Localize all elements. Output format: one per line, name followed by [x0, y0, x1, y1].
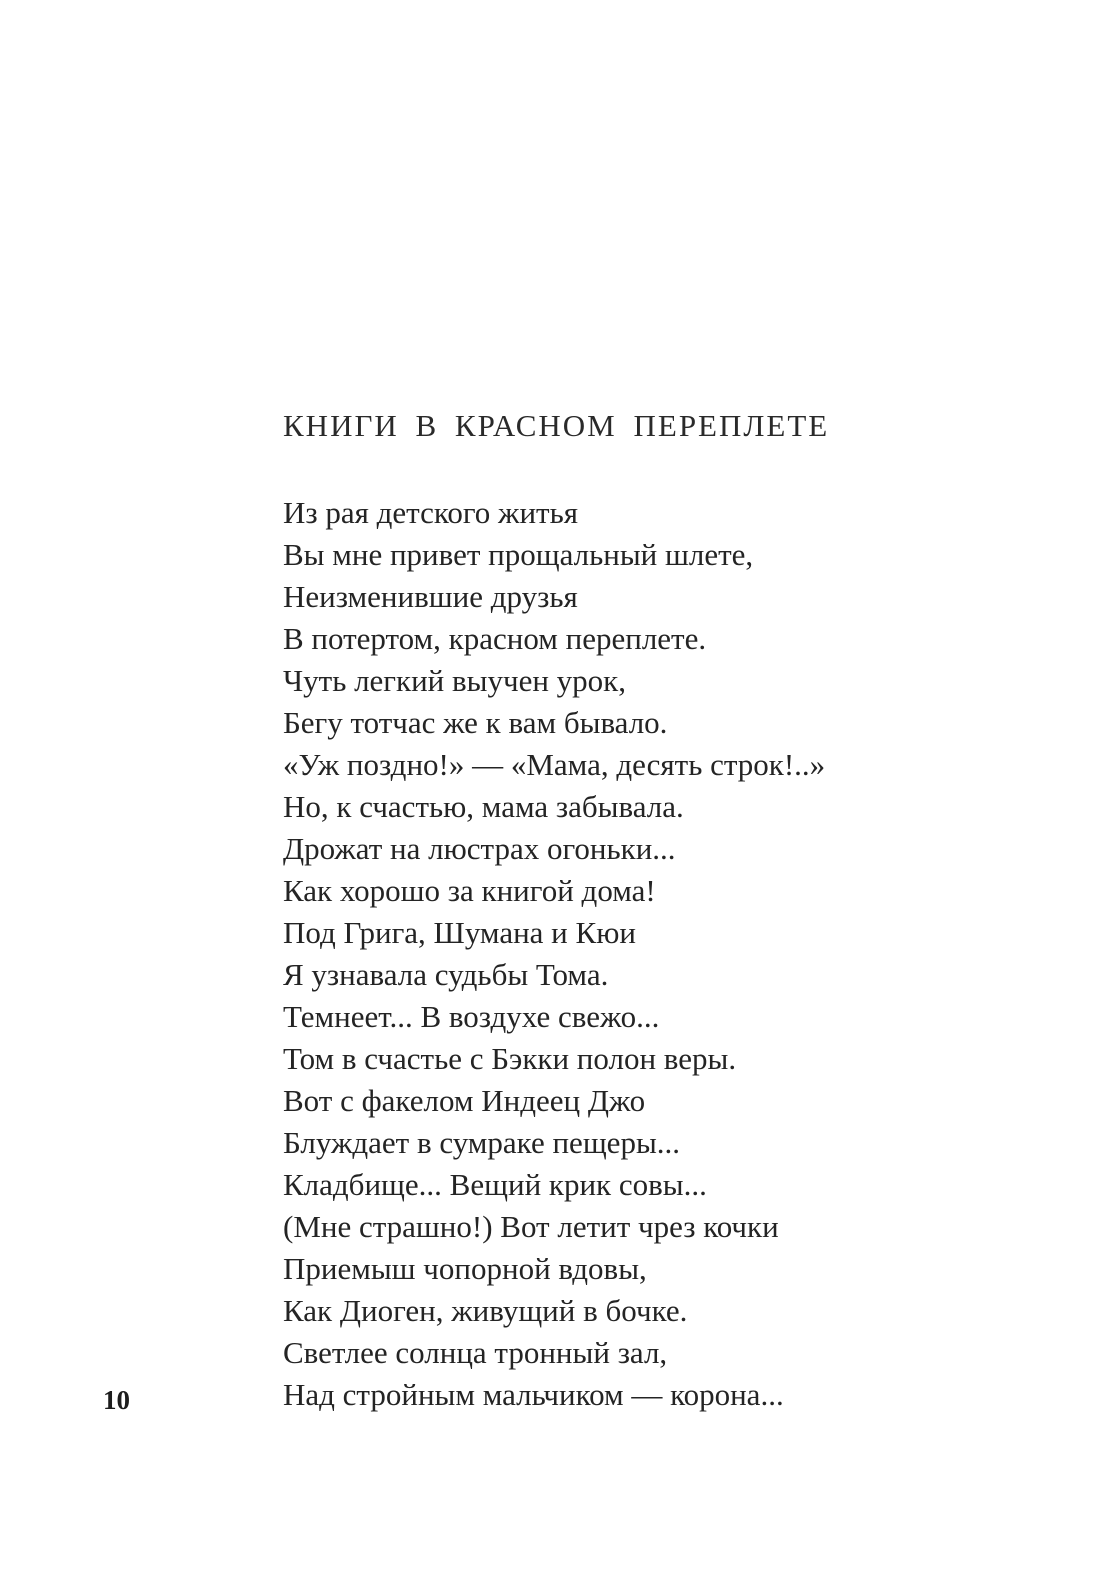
poem-line: Я узнавала судьбы Тома. — [283, 957, 609, 992]
poem-line: (Мне страшно!) Вот летит чрез кочки — [283, 1209, 779, 1244]
poem-line: Как Диоген, живущий в бочке. — [283, 1293, 688, 1328]
poem-line: Под Грига, Шумана и Кюи — [283, 915, 636, 950]
poem-line: Приемыш чопорной вдовы, — [283, 1251, 647, 1286]
poem-body — [283, 492, 825, 1416]
poem-line: Вот с факелом Индеец Джо — [283, 1083, 646, 1118]
poem-line: Из рая детского житья — [283, 495, 578, 530]
poem-line: Том в счастье с Бэкки полон веры. — [283, 1041, 737, 1076]
poem-line: Блуждает в сумраке пещеры... — [283, 1125, 681, 1160]
poem-line: Но, к счастью, мама забывала. — [283, 789, 684, 824]
poem-line: В потертом, красном переплете. — [283, 621, 707, 656]
poem-line: Кладбище... Вещий крик совы... — [283, 1167, 707, 1202]
poem-line: Темнеет... В воздухе свежо... — [283, 999, 660, 1034]
poem-line: Как хорошо за книгой дома! — [283, 873, 656, 908]
poem-line: Бегу тотчас же к вам бывало. — [283, 705, 668, 740]
page-number: 10 — [103, 1385, 130, 1415]
poem-title: КНИГИ В КРАСНОМ ПЕРЕПЛЕТЕ — [283, 408, 830, 443]
poem-line: Над стройным мальчиком — корона... — [283, 1377, 784, 1412]
poem-line: «Уж поздно!» — «Мама, десять строк!..» — [283, 747, 826, 782]
poem-line: Неизменившие друзья — [283, 579, 578, 614]
poem-line: Чуть легкий выучен урок, — [283, 663, 626, 698]
poem-line: Светлее солнца тронный зал, — [283, 1335, 668, 1370]
poem-line: Вы мне привет прощальный шлете, — [283, 537, 754, 572]
poem-line: Дрожат на люстрах огоньки... — [283, 831, 676, 866]
